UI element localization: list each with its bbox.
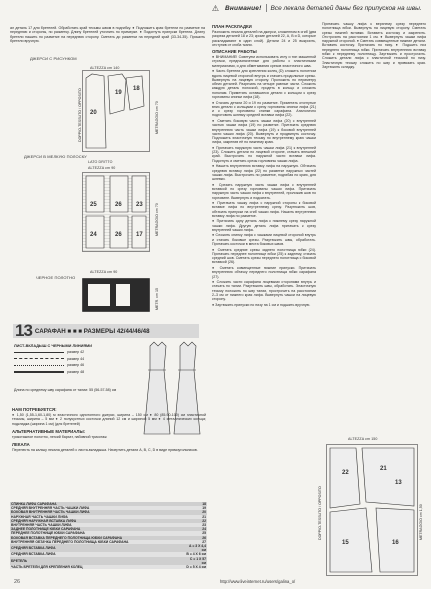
layout-main-jersey bbox=[326, 444, 418, 576]
label-jersey-stripe: ДЖЕРСИ В МЕЛКУЮ ПОЛОСКУ bbox=[24, 154, 87, 159]
label-metraggio-2: METRAGGIO cm 70 bbox=[155, 203, 159, 236]
work-paragraphs bbox=[212, 55, 316, 307]
legend-row-48 bbox=[14, 369, 124, 376]
layout-stripe-jersey bbox=[82, 172, 150, 252]
length-note-text: Длина по среднему шву сарафана от талии: 55 (56-57-58) см bbox=[14, 388, 117, 392]
label-metraggio-1: METRAGGIO cm 70 bbox=[155, 101, 159, 134]
right-column-text: Притачать чашку лифа к верхнему срезу переднего полотнища юбки. Вывернуть на лицевую сторону. Сметать срезы нижней вставки. Вставить косточку и закрепить. Отстрочить на расстоянии 1 см. ● Вывернуть чашки лифа наружной стороной. ● Сметать совмещенные нижние детали. Вставить косточку. Притачать по низу. ● Подшить низ переднего полотнища юбки. Притачать внутреннюю вставку юбки к переднему полотнищу. Заутюжить и прострочить. Сложить детали лифа с эластичной тесьмой по низу. Эластичную тесьму сложить по шву и привязать края. Заутюжить складку. bbox=[322, 22, 426, 69]
work-paragraph: ● Сметать боковую часть чашки лифа (20) с внутренней частью чашки лифа (19) по разметке. Притачать среднюю внутреннюю часть чашки лифа (19) к боковой внутренней части чашки лифа (20). Вывернуть и продвинуть косточку. Подложить эластичную тесьму по внутреннему краю чашки лифа, закрепив её по нижнему краю. bbox=[212, 118, 316, 145]
legend bbox=[14, 342, 124, 375]
legend-label: размер 48 bbox=[67, 369, 85, 374]
part-number: 22 bbox=[185, 519, 207, 523]
materials-section bbox=[12, 405, 206, 454]
label-jersey-print: ДЖЕРСИ С РИСУНКОМ bbox=[30, 56, 77, 61]
work-paragraph: ● Притачать одну деталь лифа к нижнему срезу наружной чашки лифа. Другую деталь лифа притачать к срезу внутренней чашки лифа. bbox=[212, 219, 316, 232]
legend-label: размер 46 bbox=[67, 363, 85, 368]
work-paragraph: ● Сложить части сарафана лицевыми сторонами внутрь и стачать по талии. Разутюжить швы, обработать. Эластичную тесьму положить по шву талии, прострочить на расстоянии 2–3 см от нижнего края лифа. Вывернуть чашки на лицевую сторону. bbox=[212, 279, 316, 302]
model-title: САРАФАН ■ ■ ■ РАЗМЕРЫ 42/44/46/48 bbox=[34, 327, 150, 335]
part-name: НАРУЖНАЯ ЧАСТЬ ЧАШКИ ЛИФА bbox=[10, 515, 185, 519]
piece-21: 21 bbox=[380, 466, 387, 472]
label-doppio-2: DOPPIO-TESSUTO / OPPOSITO bbox=[318, 486, 322, 540]
part-name: ПЕРЕДНЕЕ ПОЛОТНИЩЕ ЮБКИ САРАФАНА bbox=[10, 531, 185, 535]
work-paragraph: ● Сметать средние срезы заднего полотнища юбки (24). Притачать переднее полотнище юбки (25) к заднему, стачать средний шов. Сметать срезы переднего полотнища с боковой вставкой (26). bbox=[212, 247, 316, 265]
part-number: 23 bbox=[185, 523, 207, 527]
label-altezza-90b: ALTEZZA cm 90 bbox=[90, 270, 118, 274]
warning-title: Внимание! bbox=[225, 4, 262, 12]
label-black-cloth: ЧЕРНОЕ ПОЛОТНО bbox=[36, 275, 76, 280]
label-altezza-150: ALTEZZA cm 150 bbox=[348, 437, 378, 441]
parts-row bbox=[10, 565, 207, 569]
part-name: СРЕДНЯЯ ВНУТРЕННЯЯ ЧАСТЬ ЧАШКИ ЛИФА bbox=[10, 506, 185, 510]
part-name: БОКОВАЯ ВНУТРЕННЯЯ ЧАСТЬ ЧАШКИ ЛИФА bbox=[10, 510, 185, 514]
part-number: D = 5 Х 4 см bbox=[186, 565, 206, 570]
alt-title: АЛЬТЕРНАТИВНЫЕ МАТЕРИАЛЫ: bbox=[12, 428, 86, 434]
legend-title: ЛИСТ-ВКЛАДЫШ С ЧЕРНЫМИ ЛИНИЯМИ bbox=[14, 344, 92, 348]
work-paragraph: ● Заутюжить припуски по низу на 1 см и подшить вручную. bbox=[212, 302, 311, 307]
page-number: 26 bbox=[14, 579, 21, 585]
piece-24-a: 24 bbox=[90, 232, 97, 238]
legend-line bbox=[14, 352, 64, 353]
label-lato-dritto: LATO DRITTO bbox=[88, 160, 113, 164]
patterns-text: Перенесть на кальку лекала деталей с листа-вкладыша. Начертить детали А, В, С, D в виде прямоугольников. bbox=[12, 448, 198, 453]
part-name: СРЕДНЯЯ ВСТАВКА ЛИФА bbox=[10, 544, 185, 552]
alt-text: трикотажное полотно, легкий бархат, набивной трикотаж bbox=[12, 434, 107, 439]
warning-text: Все лекала деталей даны без припусков на швы. bbox=[270, 4, 422, 12]
piece-20: 20 bbox=[90, 110, 97, 116]
legend-label: размер 44 bbox=[67, 356, 85, 361]
label-doppio: DOPPIO-TESSUTO / OPPOSITO bbox=[78, 88, 82, 142]
part-name: ЧАСТЬ БРЕТЕЛИ ДЛЯ КРЕПЛЕНИЯ КОЛЕЦ bbox=[10, 565, 185, 569]
part-number: 25 bbox=[185, 531, 207, 535]
warning-header bbox=[210, 2, 428, 14]
source-url[interactable]: http://www.liveinternet.ru/users/galina_o/ bbox=[220, 579, 296, 584]
piece-19: 19 bbox=[115, 90, 122, 96]
label-altezza-90: ALTEZZA cm 90 bbox=[88, 166, 116, 170]
piece-15: 15 bbox=[342, 540, 349, 546]
label-metraggio-3: METR. cm 15 bbox=[155, 288, 159, 310]
part-name: БРЕТЕЛЬ bbox=[10, 557, 185, 565]
part-number: 18 bbox=[185, 502, 207, 506]
required-title: НАМ ПОТРЕБУЕТСЯ: bbox=[12, 407, 57, 412]
left-top-text bbox=[10, 26, 205, 44]
part-number: С = 1 Х 57 см bbox=[185, 557, 207, 565]
plan-text: Разложить лекала деталей на джерси, сложенном в сгиб (два разреза деталей 18 и 23; кроме деталей 22, А, В и D, которые раскладывают в один слой). Детали 24 и 25 выкроить, отступив от сгиба ткани. bbox=[212, 30, 316, 47]
work-paragraph: ● Притачать чашку лифа с наружной стороны к боковой вставке лифа по внутреннему срезу. Разутюжить шов, обтачать припуски на сгиб чашки лифа. Нашить внутреннюю вставку лифа по разметке. bbox=[212, 201, 316, 218]
piece-18: 18 bbox=[133, 86, 140, 92]
work-paragraph: ● ВНИМАНИЕ! Советуем использовать иглу и тип машинной строчки, предназначенные для работы с эластичными материалами, и для обметывания срезов эластичного шва. bbox=[212, 55, 316, 68]
middle-column bbox=[212, 22, 316, 308]
part-number: А = 3 Х 4,4 см bbox=[185, 544, 207, 552]
model-number: 13 bbox=[15, 321, 32, 340]
piece-17-a: 17 bbox=[136, 232, 143, 238]
part-number: 20 bbox=[185, 510, 207, 514]
intro-paragraph: ал деталь 17 для бретелей. Обработать край тесьмы швом в подгибку. ● Подложить края бретели по разметке на переднюю и стороны, по разметку. Длину бретелей уточнить по примерке. ● Подогнуть припуски бретели. Длину бретели нашить по разметке на переднюю сторону. Сметать до разметки на передний край (33-34-35). Пришить бретели вручную. bbox=[10, 26, 205, 43]
model-header bbox=[13, 321, 199, 340]
work-paragraph: ● Срезать наружную часть чашки лифа с внутренней вставкой по срезу горловины чашки лифа. Притачать наружную часть чашки лифа к внутренней, проложив шов по горловине. Вывернуть и подкатать. bbox=[212, 182, 316, 200]
part-number: 26 bbox=[185, 536, 207, 540]
label-altezza-140: ALTEZZA cm 140 bbox=[90, 66, 120, 70]
required-text: ● 1,50 (1,55-1,60-1,80) м эластичного однотонного джерси, ширина – 150 см ● 80 (85-90-100) см эластичной тесьмы, ширина – 5 мм ● 2 полукустных косточки длиной 12 см и шириной 5 мм ● 4 металлических кольца; подкладка (ширина 1 см) (для бретелей) bbox=[12, 413, 206, 426]
part-name: ВНУТРЕННЯЯ ЧАСТЬ ЧАШКИ ЛИФА bbox=[10, 523, 185, 527]
part-name: СРЕДНЯЯ ВСТАВКА ЛИФА bbox=[10, 552, 185, 556]
part-number: 21 bbox=[185, 515, 207, 519]
header-divider bbox=[266, 4, 267, 12]
piece-22: 22 bbox=[342, 470, 349, 476]
work-paragraph: ● Притачать наружную часть чашки лифа (21) к внутренней (23). Сложить детали по лицевой стороне, стачать внешний край. Выстрочить по наружной части вставки лифа. Подогнуть и сметать срезы горловины чашки лифа. bbox=[212, 145, 316, 163]
part-name: БОКОВАЯ ВСТАВКА ПЕРЕДНЕГО ПОЛОТНИЩА ЮБКИ САРАФАНА bbox=[10, 536, 185, 540]
part-number: В = 4 Х 6 см bbox=[186, 552, 206, 557]
work-paragraph: ● Часть бретели для крепления колец (D) сложить полотном вдоль лицевой стороной внутрь и стачать продольные срезы. Вывернуть на лицевую сторону. Проложить по периметру обеих деталей. Разрезать на четыре равные части. Сложить каждую деталь полоской, продеть в кольцо и сложить пополам. Приметать оставшиеся детали с кольцом к срезу горловины спинки лифа (18). bbox=[212, 69, 316, 100]
work-paragraph: ● Стачать детали 20 и 19 по разметке. Приметать отогнутые вниз детали с кольцами к срезу горловины спинки лифа (21) и к срезу горловины спинки сарафана. Аналогично подготовить шлевку средней вставки лифа (22). bbox=[212, 100, 316, 118]
part-number: 19 bbox=[185, 506, 207, 510]
right-column bbox=[322, 22, 426, 70]
label-metraggio-4: METRAGGIO cm 1,50 bbox=[419, 504, 423, 540]
warning-icon: ⚠ bbox=[211, 3, 220, 13]
piece-26-a: 26 bbox=[115, 202, 122, 208]
piece-23-a: 23 bbox=[136, 202, 143, 208]
piece-16: 16 bbox=[392, 540, 399, 546]
length-note bbox=[14, 388, 134, 393]
piece-26-b: 26 bbox=[115, 232, 122, 238]
piece-13: 13 bbox=[395, 480, 402, 486]
parts-row bbox=[10, 544, 207, 552]
part-name: ВНУТРЕННЯЯ ОБТАЧКА ПЕРЕДНЕГО ПОЛОТНИЩА ЮБКИ САРАФАНА bbox=[10, 540, 185, 544]
plan-title: ПЛАН РАСКЛАДКИ bbox=[212, 24, 252, 29]
legend-line bbox=[14, 358, 64, 359]
patterns-title: ЛЕКАЛА bbox=[12, 442, 30, 448]
work-title: ОПИСАНИЕ РАБОТЫ bbox=[212, 49, 257, 55]
legend-label: размер 42 bbox=[67, 350, 85, 355]
parts-table bbox=[10, 502, 207, 569]
legend-line bbox=[14, 365, 64, 366]
legend-line bbox=[14, 371, 64, 373]
part-name: СРЕДНЯЯ НАРУЖНАЯ ВСТАВКА ЛИФА bbox=[10, 519, 185, 523]
part-name: ЗАДНЕЕ ПОЛОТНИЩЕ ЮБКИ САРАФАНА bbox=[10, 527, 185, 531]
work-paragraph: ● Сложить спинку лифа с чашками лицевой стороной внутрь и стачать боковые срезы. Разутюжить швы, обработать. Притачать косточки в места боковых швов. bbox=[212, 233, 316, 247]
parts-row bbox=[10, 557, 207, 565]
piece-25-a: 25 bbox=[90, 202, 97, 208]
part-number: 24 bbox=[185, 527, 207, 531]
part-name: СПИНКА ЛИФА САРАФАНА bbox=[10, 502, 185, 506]
part-number: 27 bbox=[185, 540, 207, 544]
layout-black-cloth bbox=[82, 278, 150, 312]
work-paragraph: ● Сметать совмещенные нижние припуски. Притачать внутреннюю обтачку переднего полотнища юбки сарафана (27). bbox=[212, 265, 316, 279]
work-paragraph: ● Нашить внутреннюю вставку лифа на наружную. Обтачать среднюю вставку лифа (22) по разметке наружных частей чашки лифа. Выстрочить по разметке, подгибая по краю, для шлевки. bbox=[212, 164, 316, 182]
